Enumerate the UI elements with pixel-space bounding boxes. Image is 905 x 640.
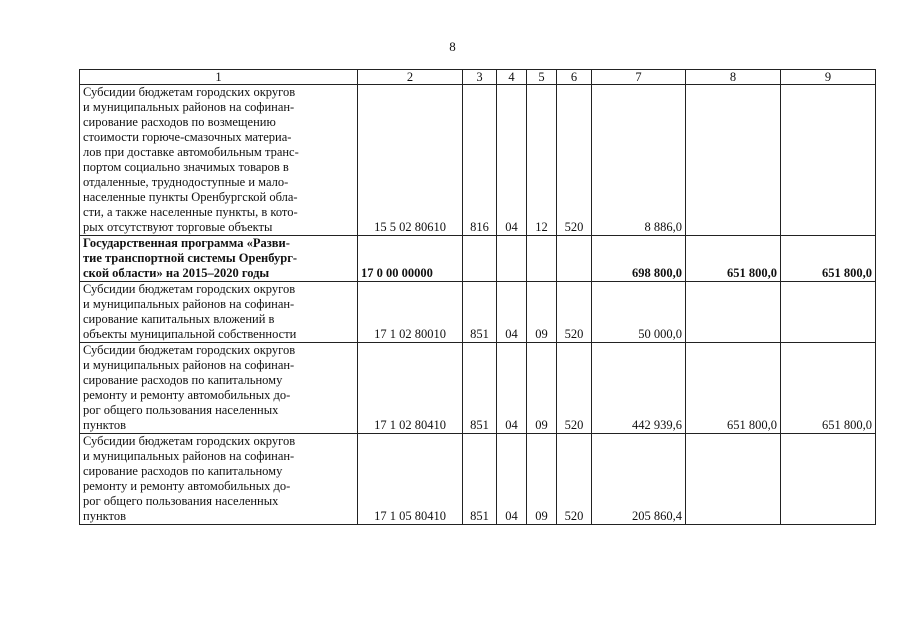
row-amount-cell: 8 886,0 [592,85,686,236]
table-row [80,434,876,525]
row-amount-cell [686,85,781,236]
header-row [80,70,876,85]
row-cell: 09 [527,282,557,343]
row-amount-cell [686,434,781,525]
row-amount-cell [686,282,781,343]
header-cell: 2 [358,70,463,85]
header-cell: 5 [527,70,557,85]
page-number: 8 [449,39,456,54]
header-cell: 3 [463,70,497,85]
row-cell: 09 [527,343,557,434]
row-cell: 520 [557,282,592,343]
row-name-cell: Субсидии бюджетам городских округов и муниципальных районов на софинан- сирование расходов по капитальному ремонту и ремонту автомобильных до- рог общего пользования населенных пунктов [80,343,358,434]
row-cell: 09 [527,434,557,525]
row-cell: 04 [497,343,527,434]
header-cell: 4 [497,70,527,85]
row-cell: 04 [497,85,527,236]
header-cell: 8 [686,70,781,85]
row-amount-cell [781,85,876,236]
row-amount-cell: 651 800,0 [781,236,876,282]
row-cell [557,236,592,282]
row-cell: 851 [463,282,497,343]
row-name-cell: Субсидии бюджетам городских округов и муниципальных районов на софинан- сирование расходов по капитальному ремонту и ремонту автомобильных до- рог общего пользования населенных пунктов [80,434,358,525]
row-cell [497,236,527,282]
row-amount-cell [781,434,876,525]
row-amount-cell: 651 800,0 [686,343,781,434]
row-amount-cell: 698 800,0 [592,236,686,282]
row-cell: 816 [463,85,497,236]
header-cell: 9 [781,70,876,85]
row-cell: 520 [557,434,592,525]
row-code-cell: 17 1 05 80410 [358,434,463,525]
row-code-cell: 15 5 02 80610 [358,85,463,236]
row-cell: 04 [497,434,527,525]
row-cell: 12 [527,85,557,236]
table-row-program [80,236,876,282]
row-cell [463,236,497,282]
row-name-cell: Субсидии бюджетам городских округов и муниципальных районов на софинан- сирование расходов по возмещению стоимости горюче-смазочных материа- лов при доставке автомобильным транс- портом социально значимых товаров в отдаленные, труднодоступные и мало- населенные пункты Оренбургской обла- сти, а также населенные пункты, в кото- рых отсутствуют торговые объекты [80,85,358,236]
row-amount-cell: 651 800,0 [781,343,876,434]
row-code-cell: 17 1 02 80010 [358,282,463,343]
table-row [80,85,876,236]
row-cell [527,236,557,282]
table-row [80,282,876,343]
row-amount-cell [781,282,876,343]
row-name-cell: Государственная программа «Разви- тие транспортной системы Оренбург- ской области» на 2015–2020 годы [80,236,358,282]
table-row [80,343,876,434]
row-cell: 851 [463,343,497,434]
header-cell: 6 [557,70,592,85]
row-amount-cell: 442 939,6 [592,343,686,434]
header-cell: 1 [80,70,358,85]
row-amount-cell: 205 860,4 [592,434,686,525]
row-cell: 04 [497,282,527,343]
row-cell: 520 [557,343,592,434]
row-cell: 520 [557,85,592,236]
header-cell: 7 [592,70,686,85]
row-code-cell: 17 1 02 80410 [358,343,463,434]
row-amount-cell: 651 800,0 [686,236,781,282]
row-amount-cell: 50 000,0 [592,282,686,343]
row-name-cell: Субсидии бюджетам городских округов и муниципальных районов на софинан- сирование капитальных вложений в объекты муниципальной собственности [80,282,358,343]
budget-table [79,69,876,525]
row-cell: 851 [463,434,497,525]
row-code-cell: 17 0 00 00000 [358,236,463,282]
